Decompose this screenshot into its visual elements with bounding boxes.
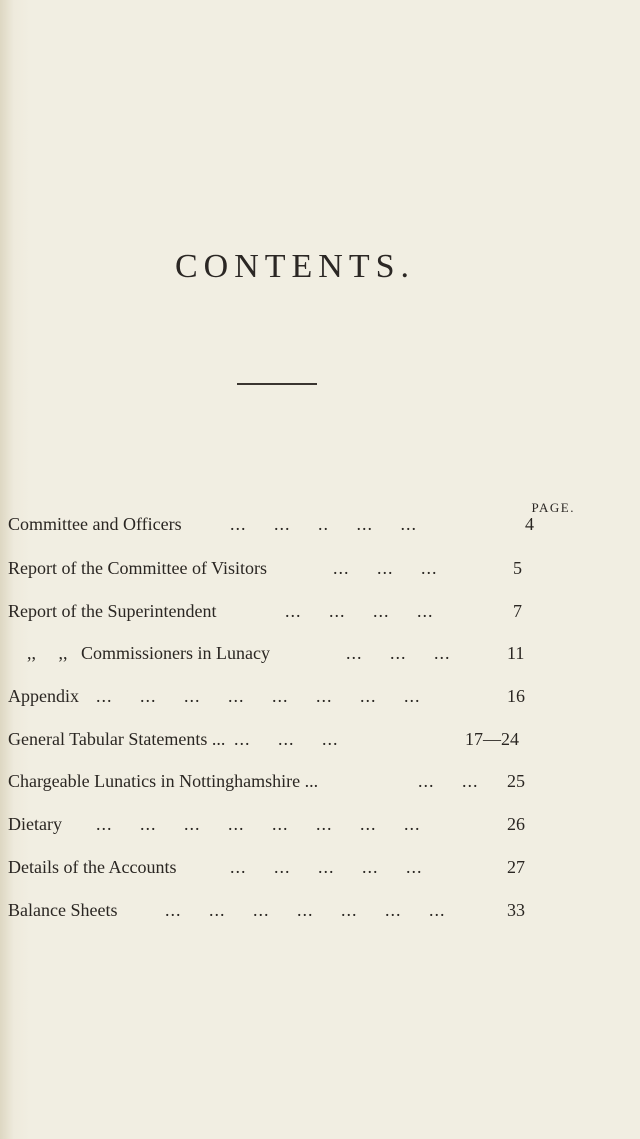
toc-entry-page: 33 xyxy=(507,900,525,920)
toc-entry-page: 17—24 xyxy=(465,729,519,749)
toc-entry xyxy=(0,769,640,793)
toc-entry xyxy=(0,512,640,536)
toc-entry-leader: ... ... ... xyxy=(333,558,438,578)
toc-entry-page: 7 xyxy=(513,601,522,621)
toc-entry xyxy=(0,727,640,751)
toc-entry-label: Committee and Officers xyxy=(8,514,182,534)
toc-entry-label: Report of the Committee of Visitors xyxy=(8,558,268,578)
toc-entry xyxy=(0,556,640,580)
toc-entry-leader: ... ... ... ... ... ... ... ... xyxy=(96,814,421,834)
toc-entry-label: General Tabular Statements ... xyxy=(8,729,226,749)
page-title: CONTENTS. xyxy=(174,248,416,285)
toc-entry-page: 16 xyxy=(507,686,525,706)
toc-entry-leader: ... ... xyxy=(418,771,479,791)
toc-entry-leader: ... ... ... xyxy=(234,729,339,749)
toc-entry-page: 11 xyxy=(507,643,525,663)
toc-entry-label: Report of the Superintendent xyxy=(8,601,217,621)
toc-entry-leader: ... ... ... ... ... ... ... ... xyxy=(96,686,421,706)
toc-entry-leader: ... ... ... ... xyxy=(285,601,434,621)
toc-entry-page: 4 xyxy=(525,514,534,534)
toc-entry-label: Chargeable Lunatics in Nottinghamshire ... xyxy=(8,771,319,791)
toc-entry-leader: ... ... ... ... ... xyxy=(230,857,423,877)
toc-entry-label: Appendix xyxy=(8,686,79,706)
toc-entry-page: 5 xyxy=(513,558,522,578)
toc-entry xyxy=(0,684,640,708)
page-column-header: PAGE. xyxy=(531,500,575,515)
toc-entry-label: Details of the Accounts xyxy=(8,857,177,877)
title-divider xyxy=(237,383,317,385)
toc-entry-label: Dietary xyxy=(8,814,62,834)
toc-entry xyxy=(0,641,640,665)
toc-entry-leader: ... ... .. ... ... xyxy=(230,514,417,534)
toc-entry-page: 25 xyxy=(507,771,525,791)
toc-entry xyxy=(0,812,640,836)
toc-entry-leader: ... ... ... xyxy=(346,643,451,663)
toc-entry xyxy=(0,898,640,922)
toc-entry-page: 26 xyxy=(507,814,525,834)
toc-entry xyxy=(0,599,640,623)
toc-entry-leader: ... ... ... ... ... ... ... xyxy=(165,900,446,920)
toc-entry-label: ,, ,, Commissioners in Lunacy xyxy=(27,643,270,663)
toc-entry xyxy=(0,855,640,879)
toc-entry-page: 27 xyxy=(507,857,525,877)
toc-entry-label: Balance Sheets xyxy=(8,900,118,920)
